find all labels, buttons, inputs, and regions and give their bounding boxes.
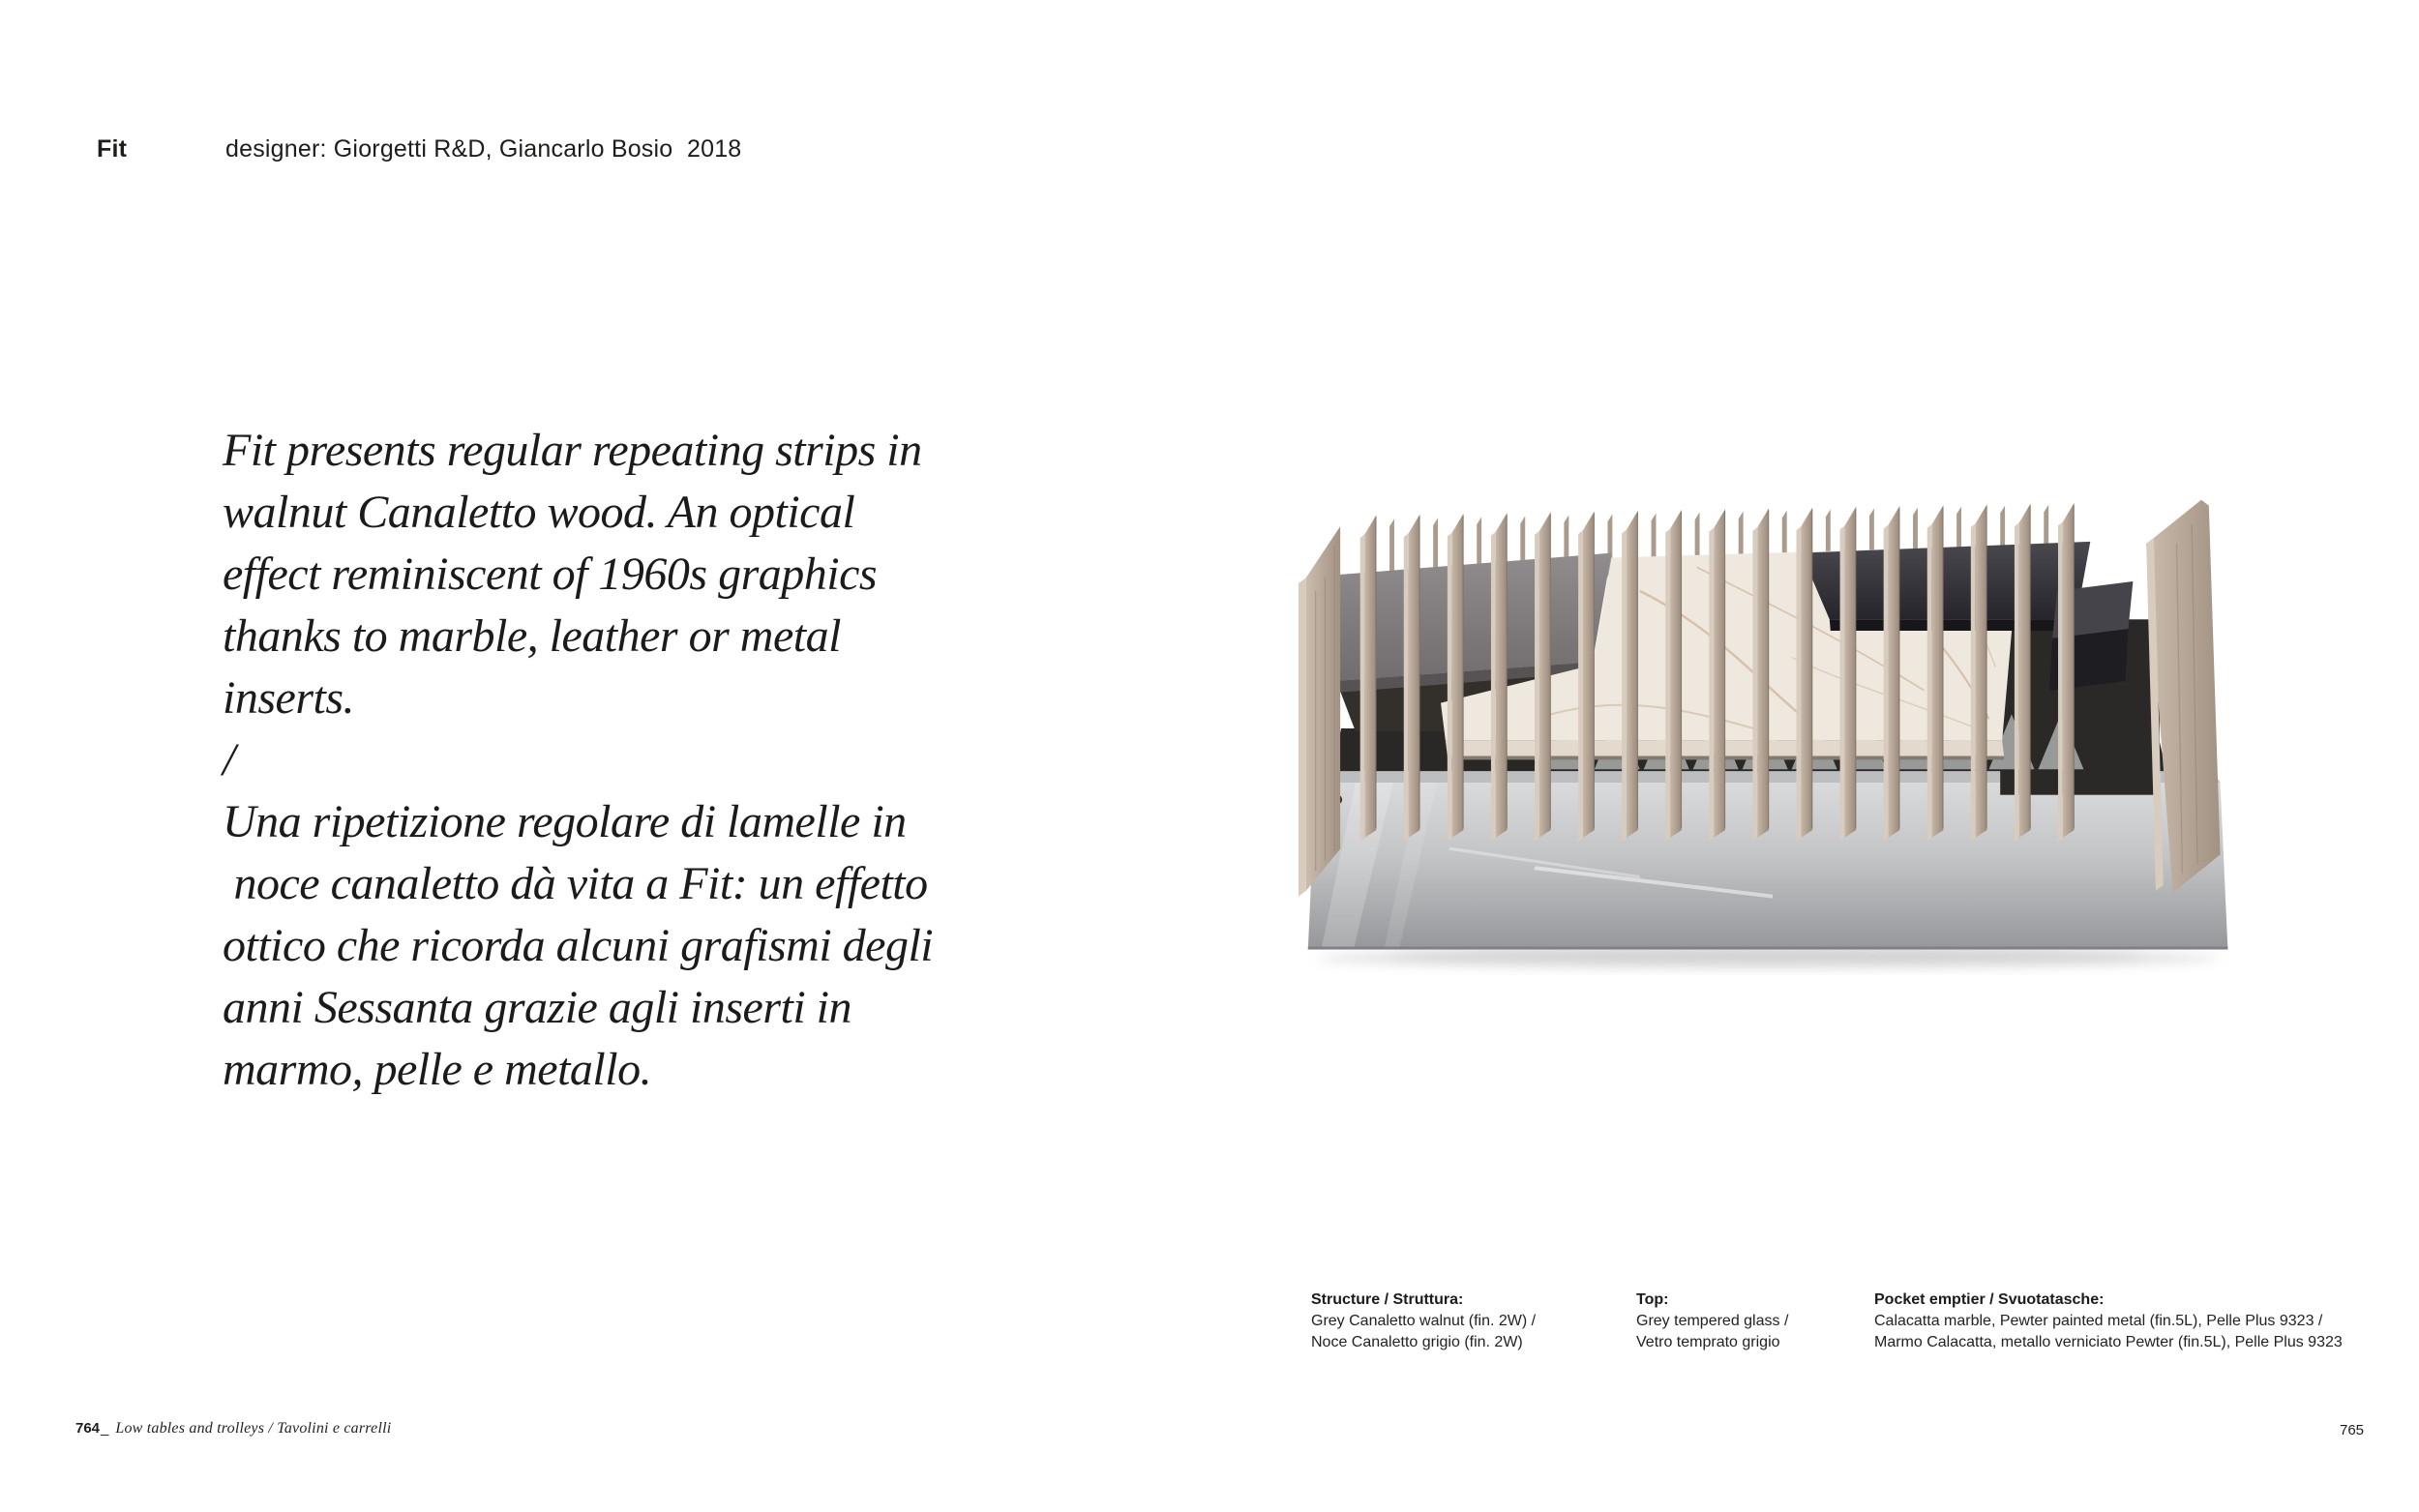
product-name: Fit [97, 135, 128, 163]
spec-pocket-emptier [1874, 1290, 2397, 1353]
description-line: ottico che ricorda alcuni grafismi degli [223, 920, 934, 971]
description-line: walnut Canaletto wood. An optical [223, 487, 855, 538]
spec-line: Calacatta marble, Pewter painted metal (fin.5L), Pelle Plus 9323 / [1874, 1313, 2323, 1329]
product-photo [1299, 487, 2247, 975]
page-number-left: 764 [75, 1420, 101, 1437]
language-separator: / [223, 734, 235, 786]
footer-left [75, 1420, 391, 1438]
product-description [223, 420, 1016, 1101]
design-year: 2018 [687, 135, 742, 163]
spec-line: Marmo Calacatta, metallo verniciato Pewter (fin.5L), Pelle Plus 9323 [1874, 1334, 2343, 1350]
designer-credit: designer: Giorgetti R&D, Giancarlo Bosio [225, 135, 673, 163]
description-line: thanks to marble, leather or metal [223, 610, 841, 662]
section-caption: Low tables and trolleys / Tavolini e carrelli [115, 1420, 392, 1437]
description-line: effect reminiscent of 1960s graphics [223, 548, 878, 600]
description-line: inserts. [223, 672, 355, 724]
page-number-right: 765 [2340, 1422, 2365, 1438]
spec-title: Pocket emptier / Svuotatasche: [1874, 1291, 2105, 1308]
spec-top [1636, 1290, 1868, 1353]
footer-separator: _ [101, 1420, 109, 1437]
spec-structure [1311, 1290, 1630, 1353]
spec-line: Grey tempered glass / [1636, 1313, 1789, 1329]
fit-table-illustration [1299, 487, 2247, 975]
spec-line: Grey Canaletto walnut (fin. 2W) / [1311, 1313, 1537, 1329]
description-line: Una ripetizione regolare di lamelle in [223, 796, 907, 847]
spec-line: Vetro temprato grigio [1636, 1334, 1780, 1350]
description-line: Fit presents regular repeating strips in [223, 425, 922, 476]
spec-title: Structure / Struttura: [1311, 1291, 1464, 1308]
spec-title: Top: [1636, 1291, 1669, 1308]
description-line: noce canaletto dà vita a Fit: un effetto [223, 858, 928, 909]
spec-line: Noce Canaletto grigio (fin. 2W) [1311, 1334, 1523, 1350]
floor-shadow [1318, 948, 2219, 969]
description-line: anni Sessanta grazie agli inserti in [223, 982, 852, 1033]
description-line: marmo, pelle e metallo. [223, 1044, 652, 1095]
